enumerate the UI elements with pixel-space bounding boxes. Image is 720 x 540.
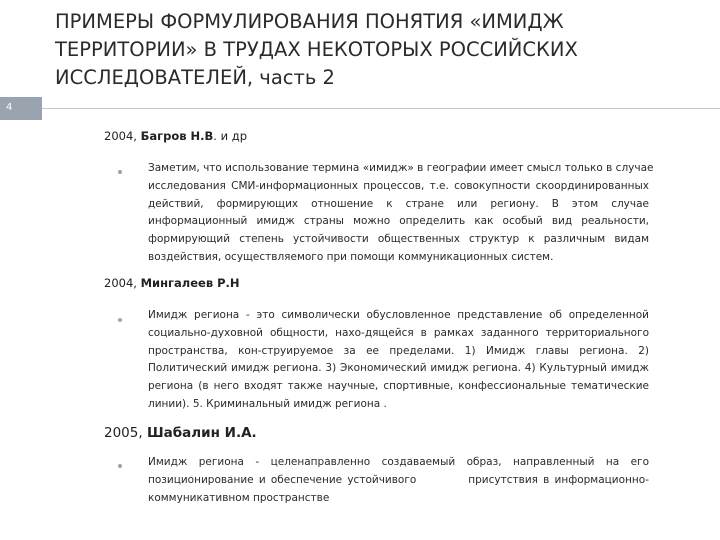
section-year: 2004, <box>104 129 141 143</box>
section-heading-mingaleev <box>104 276 240 290</box>
text-line: воздействия, осуществляемого при помощи коммуникационных систем. <box>148 250 554 263</box>
section-text-shabalin <box>148 454 649 507</box>
slide-title-line: ПРИМЕРЫ ФОРМУЛИРОВАНИЯ ПОНЯТИЯ «ИМИДЖ <box>55 10 564 33</box>
section-suffix: . и др <box>213 129 247 143</box>
section-author: Багров Н.В <box>140 129 214 143</box>
text-line: линии). 5. Криминальный имидж региона . <box>148 397 387 410</box>
text-line: информационный имидж страны можно определить как особый вид реальности, <box>148 215 649 228</box>
text-line: Имидж региона - целенаправленно создаваемый образ, направленный на его <box>148 456 649 468</box>
text-line: коммуникативном пространстве <box>148 491 330 504</box>
bullet-icon <box>118 170 122 174</box>
divider-line <box>42 108 720 109</box>
section-heading-bagrov <box>104 129 247 143</box>
slide-title-line: ТЕРРИТОРИИ» В ТРУДАХ НЕКОТОРЫХ РОССИЙСКИХ <box>55 38 578 61</box>
section-year: 2005, <box>104 425 147 441</box>
text-line: Политический имидж региона. 3) Экономический имидж региона. 4) Культурный имидж <box>148 362 649 375</box>
slide-number: 4 <box>6 102 13 113</box>
slide-number-bar <box>0 97 720 120</box>
text-line: Имидж региона - это символически обусловленное представление об определенной <box>148 309 649 321</box>
text-line: исследования СМИ-информационных процессов, т.е. совокупности скоординированных <box>148 179 649 192</box>
text-line: Заметим, что использование термина «имидж» в географии имеет смысл только в случае <box>148 162 654 174</box>
slide-number-box <box>0 97 42 120</box>
section-text-bagrov <box>148 160 654 267</box>
text-line: позиционирование и обеспечение устойчивого присутствия в информационно- <box>148 473 649 486</box>
bullet-icon <box>118 464 122 468</box>
section-author: Шабалин И.А. <box>146 425 257 441</box>
text-line: пространства, кон-струируемое за ее пределами. 1) Имидж главы региона. 2) <box>148 344 649 357</box>
slide-title <box>55 8 655 92</box>
text-line: социально-духовной общности, нахо-дящейся в рамках заданного территориального <box>148 326 649 339</box>
section-heading-shabalin <box>104 425 257 441</box>
slide-title-line: ИССЛЕДОВАТЕЛЕЙ, часть 2 <box>55 66 335 89</box>
text-line: формирующий степень устойчивости общественных структур к различным видам <box>148 233 649 246</box>
text-line: региона (в него входят также научные, спортивные, конфессиональные тематические <box>148 380 649 393</box>
bullet-icon <box>118 318 122 322</box>
section-author: Мингалеев Р.Н <box>140 276 240 290</box>
section-year: 2004, <box>104 276 141 290</box>
text-line: действий, формирующих отношение к стране или региону. В этом случае <box>148 197 649 210</box>
section-text-mingaleev <box>148 307 649 414</box>
